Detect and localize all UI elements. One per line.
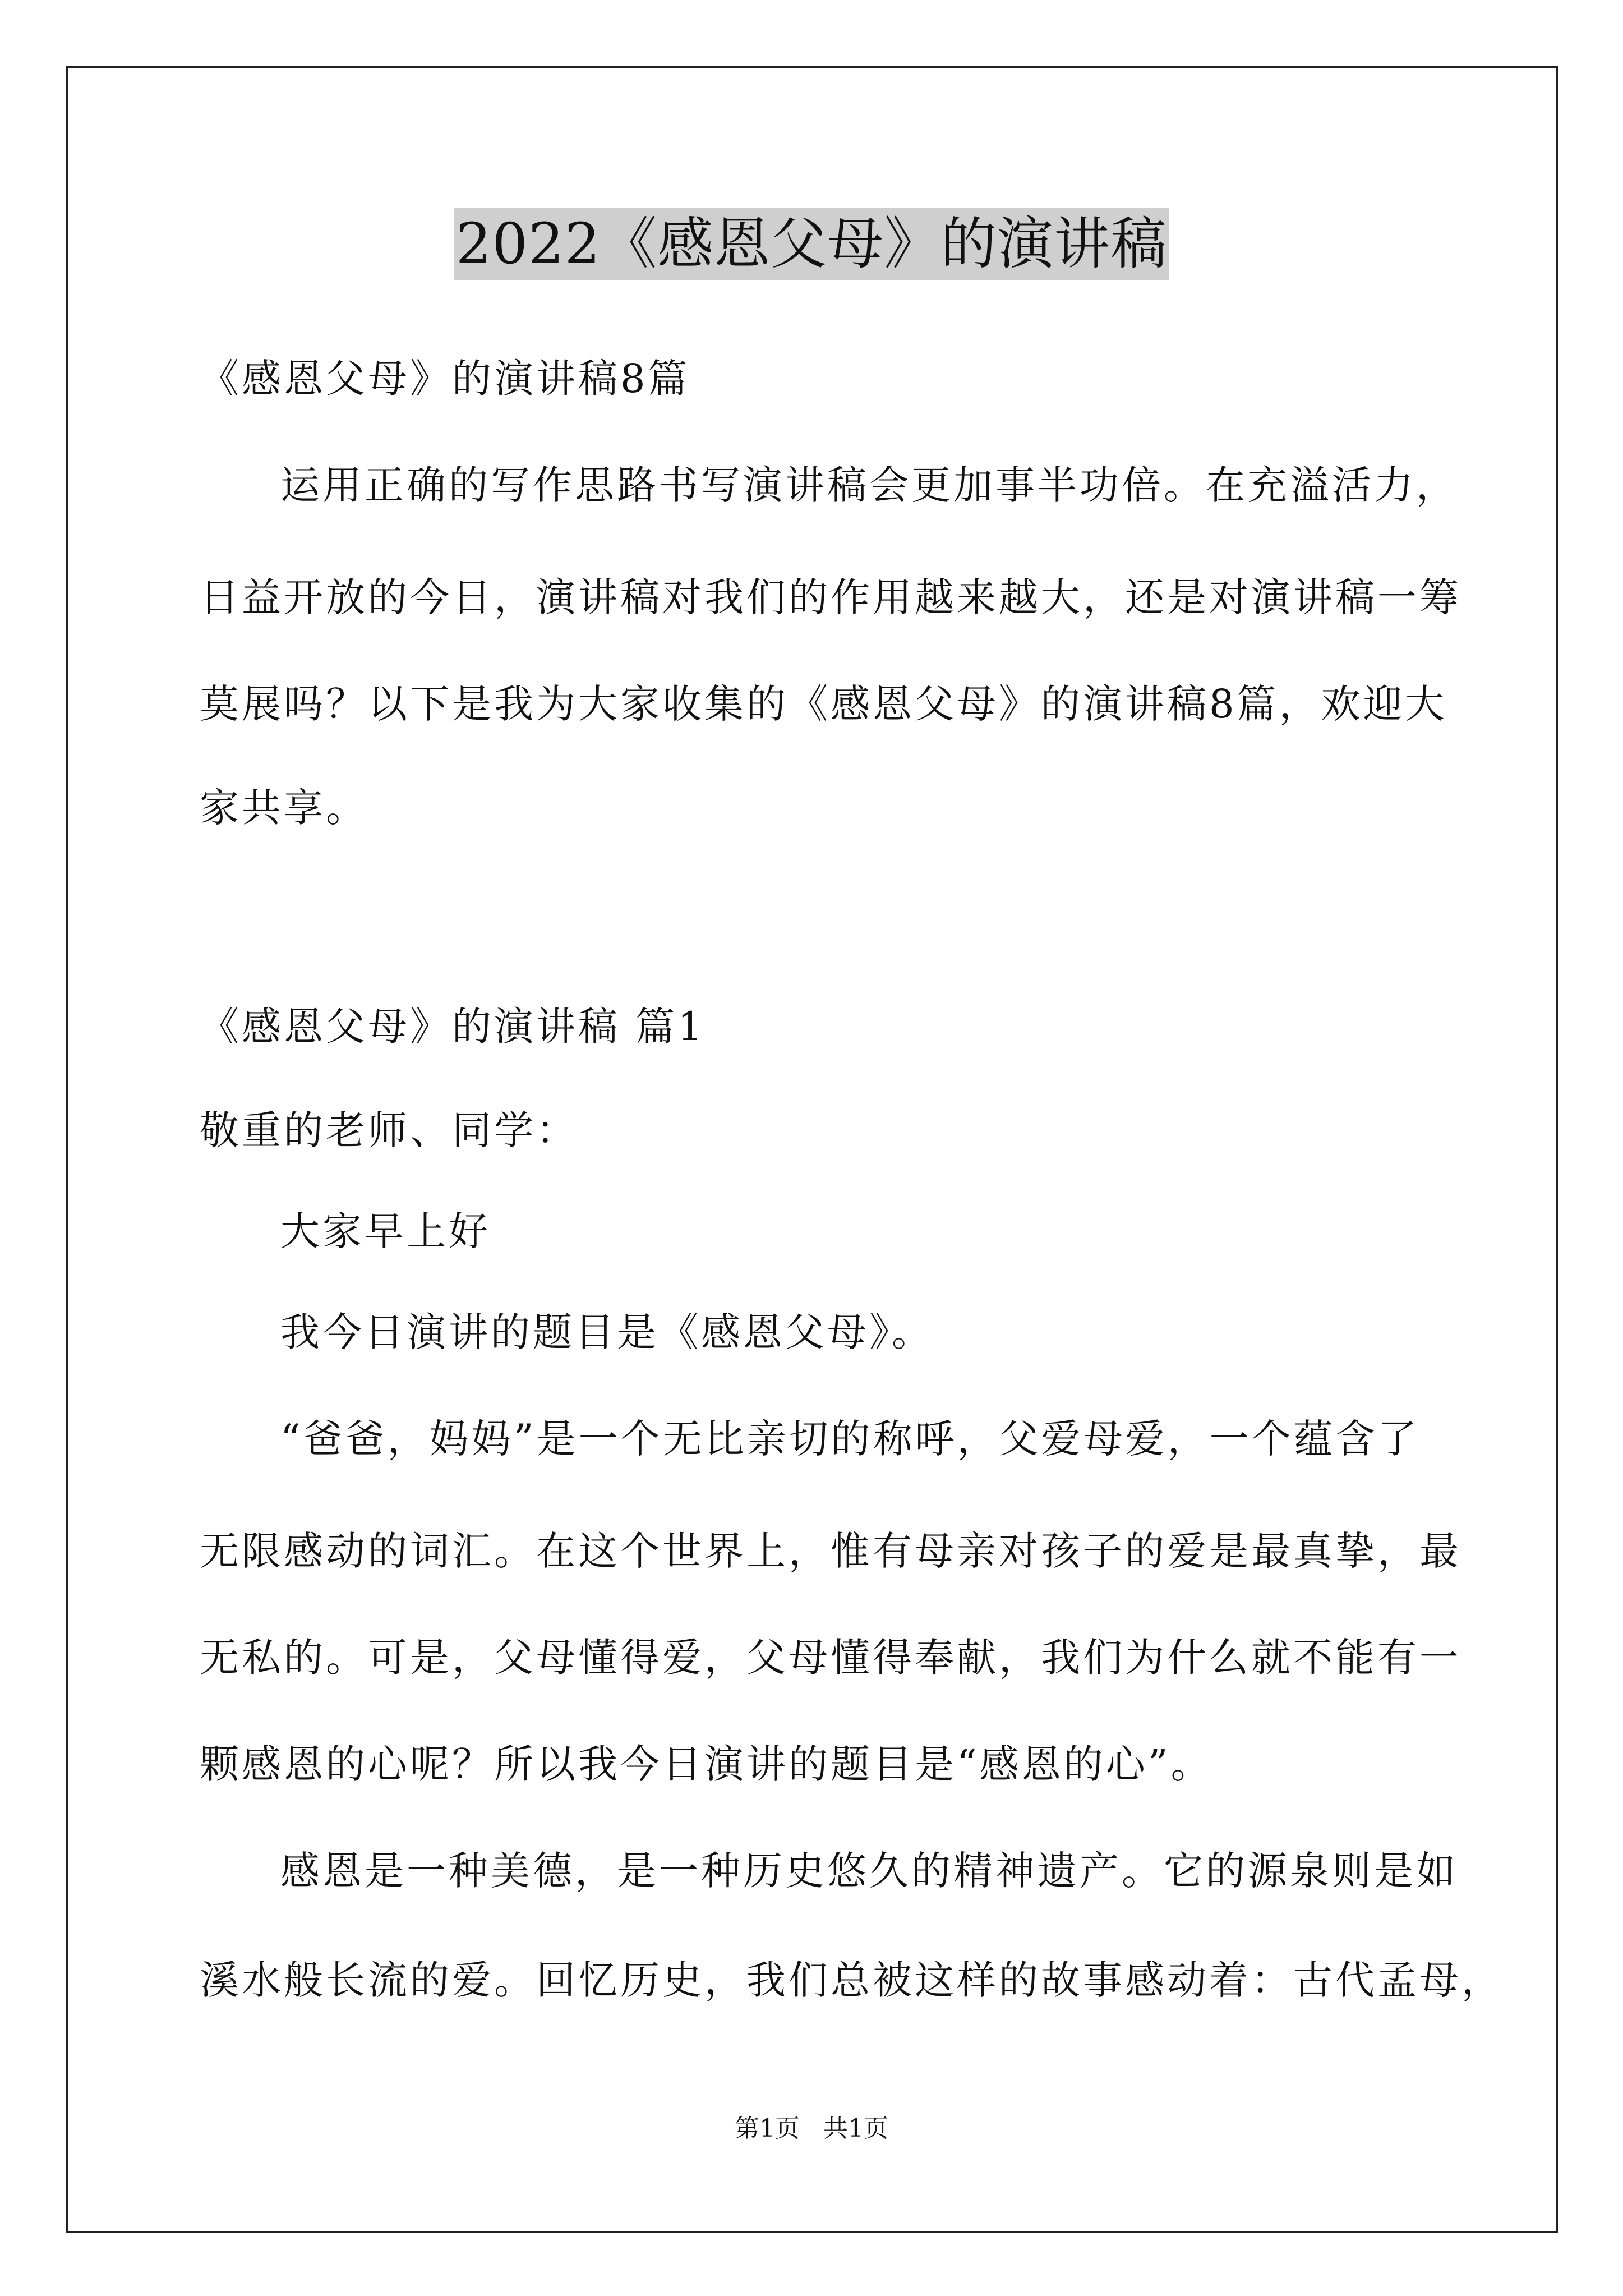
paragraph-line: 无私的。可是，父母懂得爱，父母懂得奉献，我们为什么就不能有一: [200, 1635, 1461, 1681]
paragraph-line: 家共享。: [200, 785, 368, 831]
section-heading: 《感恩父母》的演讲稿 篇1: [200, 1004, 706, 1050]
greeting-line: 大家早上好: [280, 1208, 491, 1254]
paragraph-line: 颗感恩的心呢？所以我今日演讲的题目是“感恩的心”。: [200, 1741, 1213, 1787]
paragraph-line: 莫展吗？以下是我为大家收集的《感恩父母》的演讲稿8篇，欢迎大: [200, 681, 1447, 727]
paragraph-line: 运用正确的写作思路书写演讲稿会更加事半功倍。在充溢活力，: [280, 462, 1458, 508]
document-title: 2022《感恩父母》的演讲稿: [454, 208, 1170, 280]
page-footer: 第1页 共1页: [735, 2114, 888, 2143]
paragraph-line: 日益开放的今日，演讲稿对我们的作用越来越大，还是对演讲稿一筹: [200, 574, 1461, 620]
salutation-line: 敬重的老师、同学：: [200, 1107, 578, 1153]
paragraph-line: 感恩是一种美德，是一种历史悠久的精神遗产。它的源泉则是如: [280, 1848, 1458, 1894]
paragraph-line: 无限感动的词汇。在这个世界上，惟有母亲对孩子的爱是最真挚，最: [200, 1528, 1461, 1574]
paragraph-line: “爸爸，妈妈”是一个无比亲切的称呼，父爱母爱，一个蕴含了: [280, 1416, 1420, 1462]
paragraph-line: 我今日演讲的题目是《感恩父母》。: [280, 1309, 934, 1355]
subtitle-line: 《感恩父母》的演讲稿8篇: [200, 356, 690, 402]
title-container: [0, 208, 1623, 280]
paragraph-line: 溪水般长流的爱。回忆历史，我们总被这样的故事感动着：古代孟母，: [200, 1957, 1504, 2003]
